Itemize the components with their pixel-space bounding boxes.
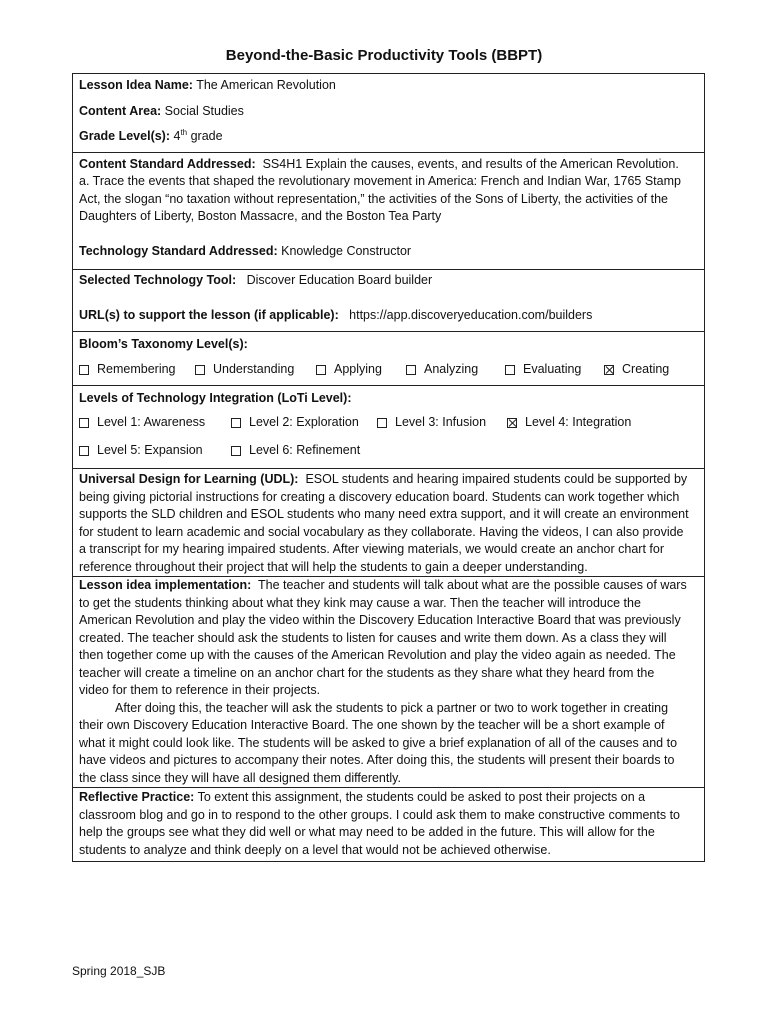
tech-standard-line xyxy=(79,243,698,261)
reflective-text-line: students to analyze and think deeply on a level that would not be achieved otherwise. xyxy=(79,842,551,857)
blooms-option-label: Applying xyxy=(334,361,382,376)
content-standard-label: Content Standard Addressed: xyxy=(79,156,256,171)
udl-text-line: reference throughout their project that will help the students to gain a deeper understanding. xyxy=(79,559,588,574)
implementation-text-line: what it might could look like. The students will be asked to give a brief explanation of all of the causes and to xyxy=(79,735,678,750)
standards-section xyxy=(73,153,704,271)
checkbox-empty-icon[interactable] xyxy=(79,418,89,428)
page-footer: Spring 2018_SJB xyxy=(72,964,166,978)
loti-row-2 xyxy=(79,438,698,464)
loti-row-1 xyxy=(79,410,698,436)
standard-text-line: Daughters of Liberty, Boston Massacre, and the Boston Tea Party xyxy=(79,209,442,223)
implementation-text-line: American Revolution and play the video within the Discovery Education Interactive Board that was previously xyxy=(79,613,681,627)
implementation-text-line: teacher will create a timeline on an anchor chart for the students as they share what they heard from the xyxy=(79,665,655,680)
loti-option-label: Level 6: Refinement xyxy=(249,443,361,458)
checkbox-empty-icon[interactable] xyxy=(79,446,89,456)
blooms-option-label: Understanding xyxy=(213,361,295,376)
loti-option-label: Level 5: Expansion xyxy=(97,443,203,458)
implementation-section xyxy=(73,577,704,788)
udl-text-line: supports the SLD children and ESOL students who many need extra support, and it will create an environment xyxy=(79,507,689,521)
implementation-text-line: to get the students thinking about what they kink may cause a war. Then the teacher will introduce the xyxy=(79,595,641,610)
lesson-name-label: Lesson Idea Name: xyxy=(79,78,193,92)
blooms-option-label: Analyzing xyxy=(424,361,479,376)
url-label: URL(s) to support the lesson (if applicable): xyxy=(79,307,339,322)
implementation-text-line: then together come up with the causes of the American Revolution and play the video again as needed. The xyxy=(79,648,676,662)
lesson-name-line xyxy=(79,77,698,95)
udl-section xyxy=(73,469,704,577)
implementation-text-line: have videos and pictures to accompany their notes. After doing this, the students will present their boards to xyxy=(79,753,675,767)
content-area-value: Social Studies xyxy=(164,103,244,118)
blooms-option-analyzing[interactable] xyxy=(406,361,505,379)
checkbox-empty-icon[interactable] xyxy=(195,365,205,375)
reflective-text-line: classroom blog and go in to respond to the other groups. I could ask them to make constructive comments to xyxy=(79,807,681,822)
tool-label: Selected Technology Tool: xyxy=(79,273,237,287)
implementation-text-line: video for them to reference in their projects. xyxy=(79,683,321,697)
reflective-text: To extent this assignment, the students could be asked to post their projects on a xyxy=(197,790,646,804)
loti-option-label: Level 2: Exploration xyxy=(249,415,359,430)
blooms-option-understanding[interactable] xyxy=(195,361,316,379)
content-area-line xyxy=(79,103,698,121)
blooms-option-label: Evaluating xyxy=(523,361,582,376)
reflective-section xyxy=(73,788,704,861)
blooms-options xyxy=(79,357,698,383)
grade-level-line xyxy=(79,128,698,146)
blooms-option-remembering[interactable] xyxy=(79,361,195,379)
tool-section xyxy=(73,270,704,332)
lesson-form xyxy=(72,73,705,862)
loti-label: Levels of Technology Integration (LoTi Level): xyxy=(79,390,352,405)
grade-level-sup: th xyxy=(180,127,188,137)
implementation-text-line: their own Discovery Education Interactive Board. The one shown by the teacher will be a short example of xyxy=(79,718,665,732)
checkbox-empty-icon[interactable] xyxy=(231,418,241,428)
content-area-label: Content Area: xyxy=(79,103,162,118)
blooms-option-evaluating[interactable] xyxy=(505,361,604,379)
tool-value: Discover Education Board builder xyxy=(246,273,433,287)
grade-level-label: Grade Level(s): xyxy=(79,129,171,143)
loti-option-label: Level 3: Infusion xyxy=(395,415,487,430)
content-standard-line xyxy=(79,156,698,174)
reflective-first-line xyxy=(79,789,698,807)
loti-option-level3[interactable] xyxy=(377,414,507,432)
udl-label: Universal Design for Learning (UDL): xyxy=(79,472,299,486)
loti-option-level6[interactable] xyxy=(231,442,360,460)
lesson-name-value: The American Revolution xyxy=(196,78,336,92)
implementation-paragraph-start: After doing this, the teacher will ask the students to pick a partner or two to work together in creating xyxy=(115,700,669,715)
checkbox-checked-icon[interactable] xyxy=(507,418,517,428)
loti-option-label: Level 4: Integration xyxy=(525,415,632,430)
blooms-option-creating[interactable] xyxy=(604,361,669,379)
checkbox-empty-icon[interactable] xyxy=(79,365,89,375)
loti-option-label: Level 1: Awareness xyxy=(97,415,206,430)
implementation-text-line: the class since they will have all designed them differently. xyxy=(79,770,401,785)
loti-option-level5[interactable] xyxy=(79,442,231,460)
blooms-section xyxy=(73,332,704,386)
implementation-label: Lesson idea implementation: xyxy=(79,578,252,592)
url-line xyxy=(79,307,698,325)
lesson-info-section xyxy=(73,74,704,153)
blooms-label: Bloom’s Taxonomy Level(s): xyxy=(79,337,248,351)
standard-text-line: a. Trace the events that shaped the revolutionary movement in America: French and Indian War, 1765 Stamp xyxy=(79,174,681,188)
blooms-option-label: Remembering xyxy=(97,361,176,376)
loti-option-level4[interactable] xyxy=(507,414,631,432)
blooms-option-applying[interactable] xyxy=(316,361,406,379)
udl-text-line: being giving pictorial instructions for creating a discovery education board. Students can work together which xyxy=(79,489,680,504)
udl-text-line: a transcript for my hearing impaired students. After viewing materials, we would create an anchor chart for xyxy=(79,542,664,556)
checkbox-empty-icon[interactable] xyxy=(231,446,241,456)
loti-section xyxy=(73,386,704,470)
tech-standard-label: Technology Standard Addressed: xyxy=(79,243,278,258)
standard-text-line: Act, the slogan “no taxation without representation,” the activities of the Sons of Liberty, the activities of the xyxy=(79,191,668,206)
udl-text-line: for student to learn academic and social vocabulary as they collaborate. Having the videos, I can also provide xyxy=(79,524,684,539)
reflective-label: Reflective Practice: xyxy=(79,790,195,804)
implementation-text-line xyxy=(79,700,698,718)
reflective-text-line: help the groups see what they did well or what may need to be added in the future. This will allow for the xyxy=(79,825,655,839)
checkbox-empty-icon[interactable] xyxy=(316,365,326,375)
tool-line xyxy=(79,272,698,290)
grade-level-suffix: grade xyxy=(190,129,223,143)
tech-standard-value: Knowledge Constructor xyxy=(281,243,412,258)
checkbox-empty-icon[interactable] xyxy=(505,365,515,375)
checkbox-checked-icon[interactable] xyxy=(604,365,614,375)
loti-option-level2[interactable] xyxy=(231,414,377,432)
blooms-option-label: Creating xyxy=(622,361,670,376)
grade-level-number: 4 xyxy=(173,129,181,143)
loti-option-level1[interactable] xyxy=(79,414,231,432)
implementation-first-line xyxy=(79,577,698,595)
checkbox-empty-icon[interactable] xyxy=(377,418,387,428)
udl-text: ESOL students and hearing impaired students could be supported by xyxy=(305,472,688,486)
content-standard-code: SS4H1 Explain the causes, events, and results of the American Revolution. xyxy=(262,156,679,171)
udl-first-line xyxy=(79,471,698,489)
checkbox-empty-icon[interactable] xyxy=(406,365,416,375)
implementation-text: The teacher and students will talk about what are the possible causes of wars xyxy=(258,578,687,592)
implementation-text-line: created. The teacher should ask the students to listen for causes and write them down. As a class they will xyxy=(79,630,667,645)
url-value: https://app.discoveryeducation.com/builders xyxy=(349,307,593,322)
document-title: Beyond-the-Basic Productivity Tools (BBPT) xyxy=(225,47,543,64)
